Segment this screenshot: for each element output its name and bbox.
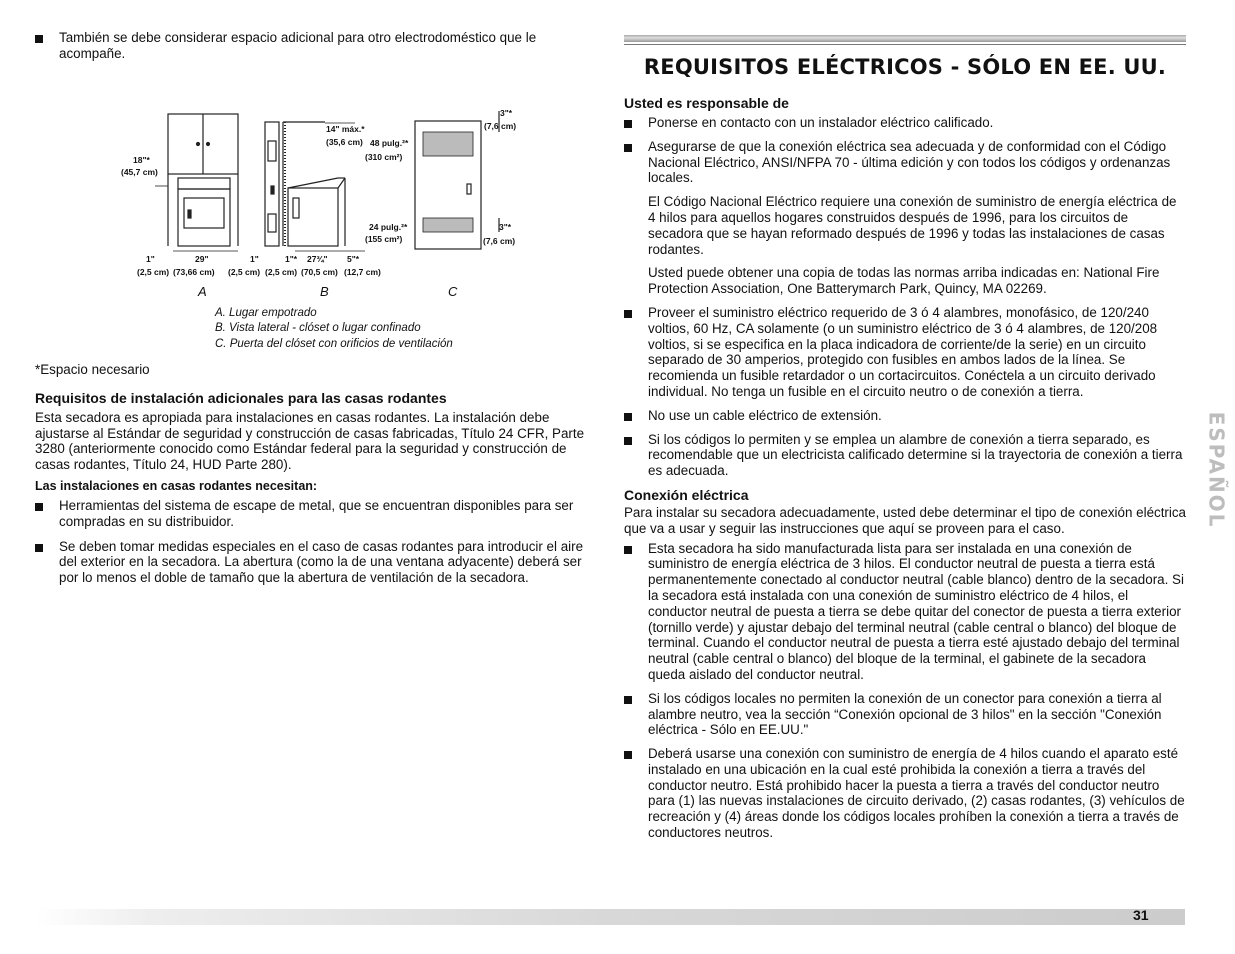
mobile-home-paragraph: Esta secadora es apropiada para instalaciones en casas rodantes. La instalación debe ajustarse al Estándar de seguridad y construcción de casas fabricadas, Título 24 CFR, Parte 3280 (anteriormente conocido como Estándar federal para la seguridad y construcción de casas rodantes, Título 24, HUD Parte 280).: [35, 409, 585, 473]
language-label: ESPAÑOL: [1204, 411, 1229, 529]
dim-3b: 3"*: [499, 221, 512, 232]
dim-1a-cm: (2,5 cm): [137, 266, 170, 277]
caption-b: B. Vista lateral - clóset o lugar confinado: [215, 322, 421, 335]
right-column: [624, 30, 1186, 841]
responsibility-heading: Usted es responsable de: [624, 95, 789, 111]
dim-18-cm: (45,7 cm): [121, 166, 158, 177]
dim-3b-cm: (7,6 cm): [483, 235, 516, 246]
mobile-home-bullet: Se deben tomar medidas especiales en el caso de casas rodantes para introducir el aire del exterior en la secadora. La abertura (como la de una ventana adyacente) deberá ser por lo menos el doble de tamaño que la abertura de ventilación de la secadora.: [35, 539, 595, 586]
mobile-home-subheading: Las instalaciones en casas rodantes necesitan:: [35, 479, 318, 494]
figure-label-a: A: [198, 283, 207, 299]
dim-3a-cm: (7,6 cm): [484, 120, 517, 131]
installation-figure: [35, 66, 595, 301]
dim-27: 27¾": [307, 253, 328, 264]
page-title: REQUISITOS ELÉCTRICOS - SÓLO EN EE. UU.: [643, 55, 1167, 79]
connection-bullet: Si los códigos locales no permiten la conexión de un conector para conexión a tierra al alambre neutro, vea la sección “Conexión opcional de 3 hilos" en la sección "Conexión eléctrica - Sólo en EE.UU.": [624, 691, 1186, 738]
title-rule-thin: [624, 44, 1186, 45]
dim-27-cm: (70,5 cm): [301, 266, 338, 277]
responsibility-bullet: No use un cable eléctrico de extensión.: [624, 408, 1186, 424]
dim-24-cm: (155 cm²): [365, 233, 403, 244]
dim-1b-cm: (2,5 cm): [228, 266, 261, 277]
responsibility-bullet: Si los códigos lo permiten y se emplea un alambre de conexión a tierra separado, es recomendable que un electricista calificado determine si la trayectoria de conexión a tierra es adecuada.: [624, 432, 1186, 479]
connection-heading: Conexión eléctrica: [624, 486, 749, 503]
responsibility-bullet: Proveer el suministro eléctrico requerido de 3 ó 4 alambres, monofásico, de 120/240 voltios, 60 Hz, CA solamente (o un suministro eléctrico de 3 ó 4 alambres, de 120/208 voltios, si se especifica en la placa indicadora de corriente/de la serie) en un circuito separado de 30 amperios, protegido con fusibles en ambos lados de la línea. Se recomienda un fusible retardador o un cortacircuitos. Conéctela a un circuito derivado individual. No tenga un fusible en el circuito neutro o de conexión a tierra.: [624, 305, 1186, 400]
dim-14: 14" máx.*: [326, 123, 365, 134]
figure-c-closet-door: [415, 111, 499, 249]
intro-bullet: También se debe considerar espacio adicional para otro electrodoméstico que le acompañe.: [35, 30, 595, 62]
language-tab: [1188, 411, 1229, 530]
dim-29-cm: (73,66 cm): [173, 266, 215, 277]
dim-14-cm: (35,6 cm): [326, 136, 363, 147]
title-rule: [624, 35, 1186, 42]
page-number: 31: [1133, 907, 1149, 923]
dim-1c-cm: (2,5 cm): [265, 266, 298, 277]
mobile-home-heading: Requisitos de instalación adicionales para las casas rodantes: [35, 389, 447, 406]
footer-bar: [35, 909, 1185, 925]
dim-18: 18"*: [133, 154, 150, 165]
left-column: [35, 30, 595, 586]
figure-label-b: B: [320, 283, 329, 299]
dim-24: 24 pulg.²*: [369, 221, 408, 232]
dim-1a: 1": [146, 253, 155, 264]
dim-29: 29": [195, 253, 209, 264]
mobile-home-bullet: Herramientas del sistema de escape de metal, que se encuentran disponibles para ser compradas en su distribuidor.: [35, 498, 595, 530]
space-note: *Espacio necesario: [35, 362, 150, 378]
dim-1c: 1"*: [285, 253, 298, 264]
responsibility-bullet: Asegurarse de que la conexión eléctrica sea adecuada y de conformidad con el Código Nacional Eléctrico, ANSI/NFPA 70 - última edición y con todos los códigos y ordenanzas locales.: [624, 139, 1186, 186]
dim-48: 48 pulg.²*: [370, 137, 409, 148]
figure-a-built-in: [168, 114, 238, 246]
dim-5: 5"*: [347, 253, 360, 264]
nfpa-paragraph: Usted puede obtener una copia de todas las normas arriba indicadas en: National Fire Protection Association, One Batterymarch Park, Quincy, MA 02269.: [648, 265, 1160, 297]
nec-paragraph: El Código Nacional Eléctrico requiere una conexión de suministro de energía eléctrica de 4 hilos para aquellos hogares construidos después de 1996, para los circuitos de secadora que se hayan reformado después de 1996 y todas las instalaciones de casas rodantes.: [648, 194, 1177, 257]
dim-3a: 3"*: [500, 107, 513, 118]
dim-1b: 1": [250, 253, 259, 264]
caption-c: C. Puerta del clóset con orificios de ventilación: [215, 337, 453, 350]
dim-5-cm: (12,7 cm): [344, 266, 381, 277]
responsibility-bullet: Ponerse en contacto con un instalador eléctrico calificado.: [624, 115, 1186, 131]
dim-48-cm: (310 cm²): [365, 151, 403, 162]
figure-captions: [215, 306, 595, 353]
connection-paragraph: Para instalar su secadora adecuadamente, usted debe determinar el tipo de conexión eléctrica que va a usar y seguir las instrucciones que aquí se proveen para el caso.: [624, 504, 1187, 536]
connection-bullet: Deberá usarse una conexión con suministro de energía de 4 hilos cuando el aparato esté instalado en una ubicación en la cual esté prohibida la conexión a tierra a través del conductor neutro. Está prohibido hacer la puesta a tierra a través del conductor neutro para (1) las nuevas instalaciones de circuito derivado, (2) casas rodantes, (3) vehículos de recreación y (4) áreas donde los códigos locales prohíben la conexión a tierra a través de conductores neutros.: [624, 746, 1186, 841]
connection-bullet: Esta secadora ha sido manufacturada lista para ser instalada en una conexión de suministro de energía eléctrica de 3 hilos. El conductor neutral de puesta a tierra está permanentemente conectado al conductor neutral (cable blanco) dentro de la secadora. Si la secadora está instalada con una conexión de suministro eléctrico de 4 hilos, el conductor neutral de puesta a tierra se debe quitar del conector de puesta a tierra exterior (tornillo verde) y ajustar debajo del terminal neutral (cable central o blanco) del bloque de terminal. Cuando el conductor neutral de puesta a tierra esté ajustado debajo del terminal neutral (cable central o blanco) del bloque de la terminal, el gabinete de la secadora queda aislado del conductor neutral.: [624, 541, 1186, 683]
figure-label-c: C: [448, 283, 458, 299]
caption-a: A. Lugar empotrado: [215, 306, 317, 319]
